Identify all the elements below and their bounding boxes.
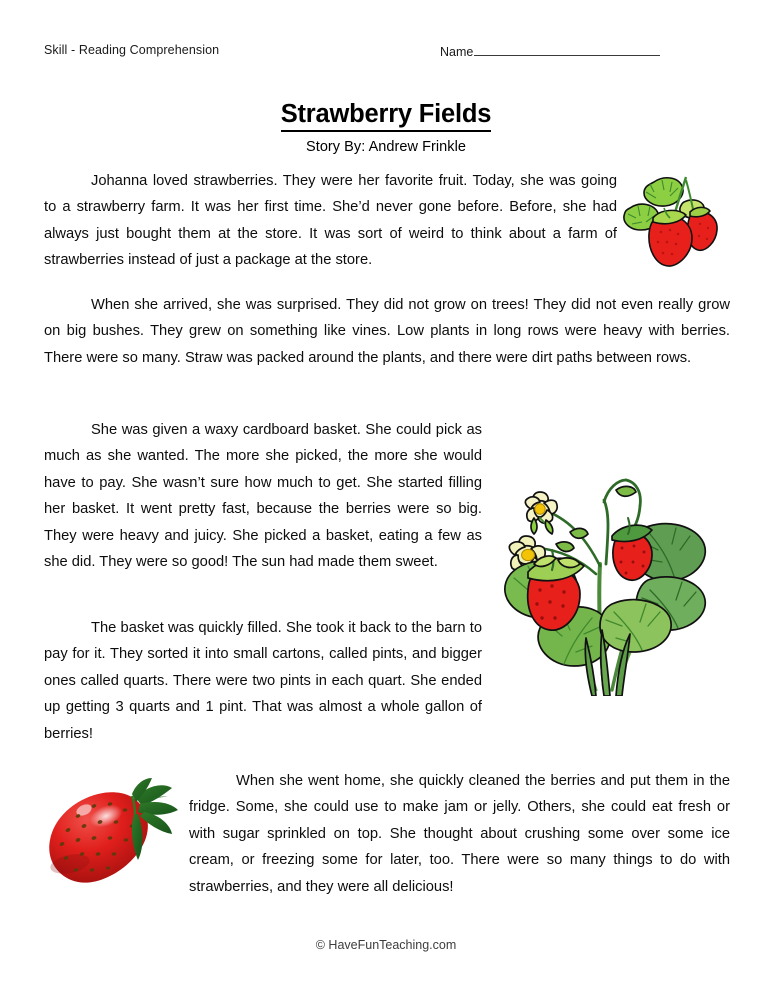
page-title: Strawberry Fields <box>281 100 492 132</box>
worksheet-header <box>44 43 728 65</box>
name-field-group <box>440 43 660 59</box>
name-input-line[interactable] <box>474 43 660 56</box>
strawberry-cluster-image <box>620 172 728 270</box>
strawberry-plant-image <box>500 414 712 696</box>
story-paragraph-4: The basket was quickly filled. She took it back to the barn to pay for it. They sorted it into small cartons, called pints, and bigger ones called quarts. There were two pints in each quart. She ended up getting 3 quarts and 1 pint. That was almost a whole gallon of berries! <box>44 620 482 742</box>
single-strawberry-image <box>40 778 192 890</box>
story-paragraph-1: Johanna loved strawberries. They were her favorite fruit. Today, she was going to a strawberry farm. It was her first time. She’d never gone before. Before, she had always just bought them at the store. It was sort of weird to think about a farm of strawberries instead of just a package at the store. <box>44 173 617 269</box>
story-paragraph-2: When she arrived, she was surprised. They did not grow on trees! They did not even really grow on big bushes. They grew on something like vines. Low plants in long rows were heavy with berries. There were so many. Straw was packed around the plants, and there were dirt paths between rows. <box>44 297 730 366</box>
footer-credit-text: HaveFunTeaching.com <box>328 938 457 952</box>
title-block <box>0 100 772 155</box>
footer-credit <box>0 938 772 952</box>
story-paragraph-5: When she went home, she quickly cleaned the berries and put them in the fridge. Some, she could use to make jam or jelly. Others, she could eat fresh or with sugar sprinkled on top. She thought about crushing some over some ice cream, or freezing some for later, too. There were so many things to do with strawberries, and they were all delicious! <box>189 773 730 895</box>
name-label: Name <box>440 45 474 59</box>
byline: Story By: Andrew Frinkle <box>306 138 466 155</box>
story-paragraph-3: She was given a waxy cardboard basket. She could pick as much as she wanted. The more she picked, the more she would have to pay. She wasn’t sure how much to get. She started filling her basket. It went pretty fast, because the berries were so big. They were heavy and juicy. She picked a basket, eating a few as she did. They were so good! The sun had made them sweet. <box>44 422 482 571</box>
skill-label: Skill - Reading Comprehension <box>44 43 220 57</box>
copyright-symbol: © <box>315 938 325 952</box>
